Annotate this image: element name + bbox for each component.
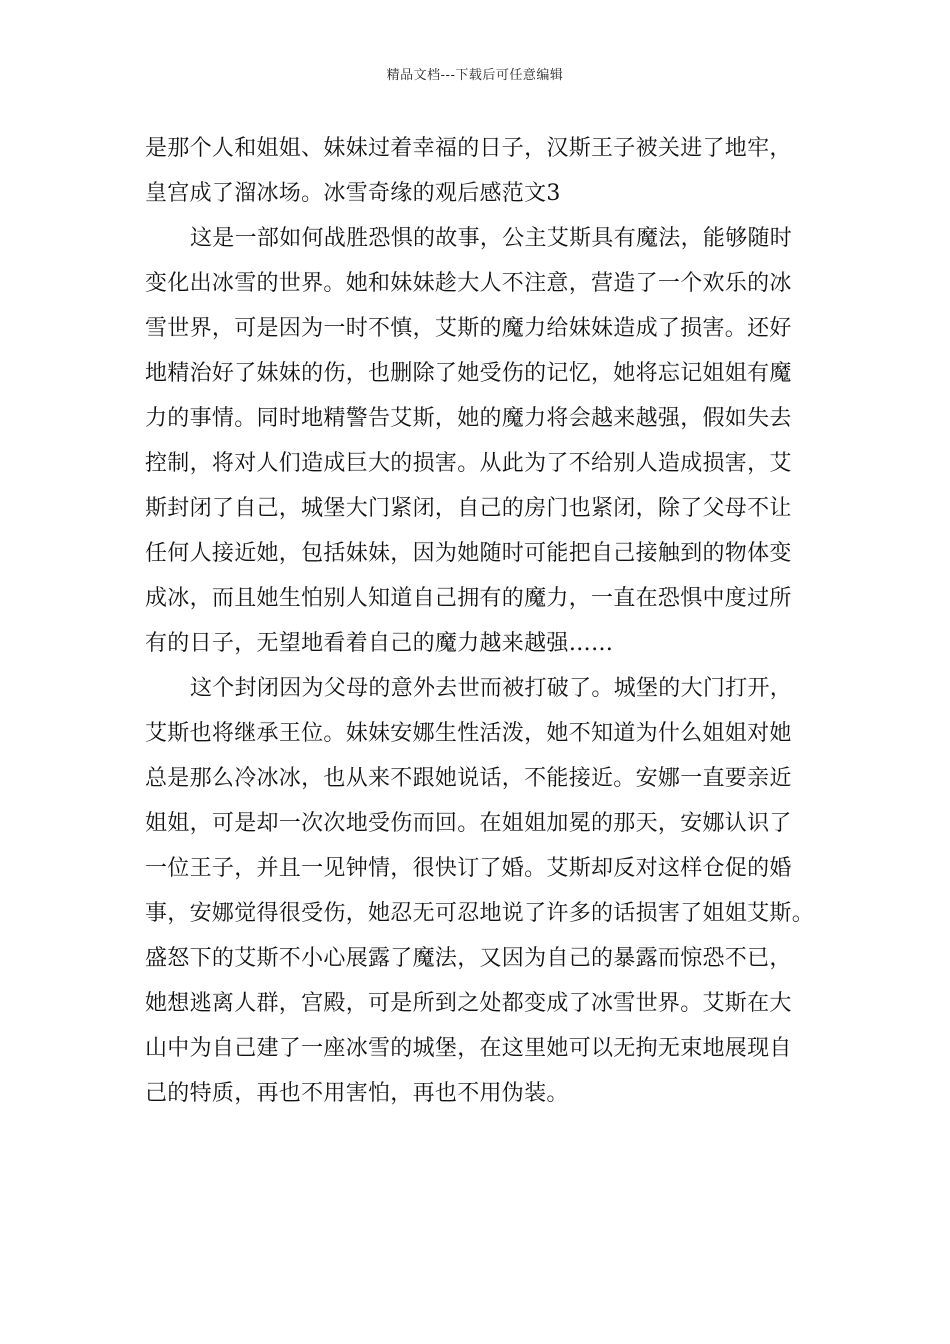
paragraph-first-line: 这个封闭因为父母的意外去世而被打破了。城堡的大门打开，: [190, 676, 793, 701]
document-body: [145, 126, 825, 1116]
text-line: 山中为自己建了一座冰雪的城堡，在这里她可以无拘无束地展现自: [145, 1036, 792, 1061]
text-line: 雪世界，可是因为一时不慎，艾斯的魔力给妹妹造成了损害。还好: [145, 316, 792, 341]
text-line: 变化出冰雪的世界。她和妹妹趁大人不注意，营造了一个欢乐的冰: [145, 271, 792, 296]
page-header: 精品文档---下载后可任意编辑: [386, 68, 564, 83]
text-line: 总是那么冷冰冰，也从来不跟她说话，不能接近。安娜一直要亲近: [145, 766, 792, 791]
text-line: 事，安娜觉得很受伤，她忍无可忍地说了许多的话损害了姐姐艾斯。: [145, 901, 815, 926]
text-line: 地精治好了妹妹的伤，也删除了她受伤的记忆，她将忘记姐姐有魔: [145, 361, 792, 386]
text-line: 力的事情。同时地精警告艾斯，她的魔力将会越来越强，假如失去: [145, 406, 792, 431]
text-line: 是那个人和姐姐、妹妹过着幸福的日子，汉斯王子被关进了地牢，: [145, 136, 792, 161]
text-line: 皇宫成了溜冰场。冰雪奇缘的观后感范文3: [145, 181, 561, 206]
text-line: 成冰，而且她生怕别人知道自己拥有的魔力，一直在恐惧中度过所: [145, 586, 792, 611]
text-line: 任何人接近她，包括妹妹，因为她随时可能把自己接触到的物体变: [145, 541, 792, 566]
paragraph-first-line: 这是一部如何战胜恐惧的故事，公主艾斯具有魔法，能够随时: [190, 226, 793, 251]
text-line: 斯封闭了自己，城堡大门紧闭，自己的房门也紧闭，除了父母不让: [145, 496, 792, 521]
text-line: 姐姐，可是却一次次地受伤而回。在姐姐加冕的那天，安娜认识了: [145, 811, 792, 836]
text-line: 有的日子，无望地看着自己的魔力越来越强……: [145, 631, 614, 656]
text-line: 她想逃离人群，宫殿，可是所到之处都变成了冰雪世界。艾斯在大: [145, 991, 792, 1016]
text-line: 控制，将对人们造成巨大的损害。从此为了不给别人造成损害，艾: [145, 451, 792, 476]
text-line: 盛怒下的艾斯不小心展露了魔法，又因为自己的暴露而惊恐不已，: [145, 946, 792, 971]
text-line: 艾斯也将继承王位。妹妹安娜生性活泼，她不知道为什么姐姐对她: [145, 721, 792, 746]
text-line: 己的特质，再也不用害怕，再也不用伪装。: [145, 1081, 569, 1106]
text-line: 一位王子，并且一见钟情，很快订了婚。艾斯却反对这样仓促的婚: [145, 856, 792, 881]
